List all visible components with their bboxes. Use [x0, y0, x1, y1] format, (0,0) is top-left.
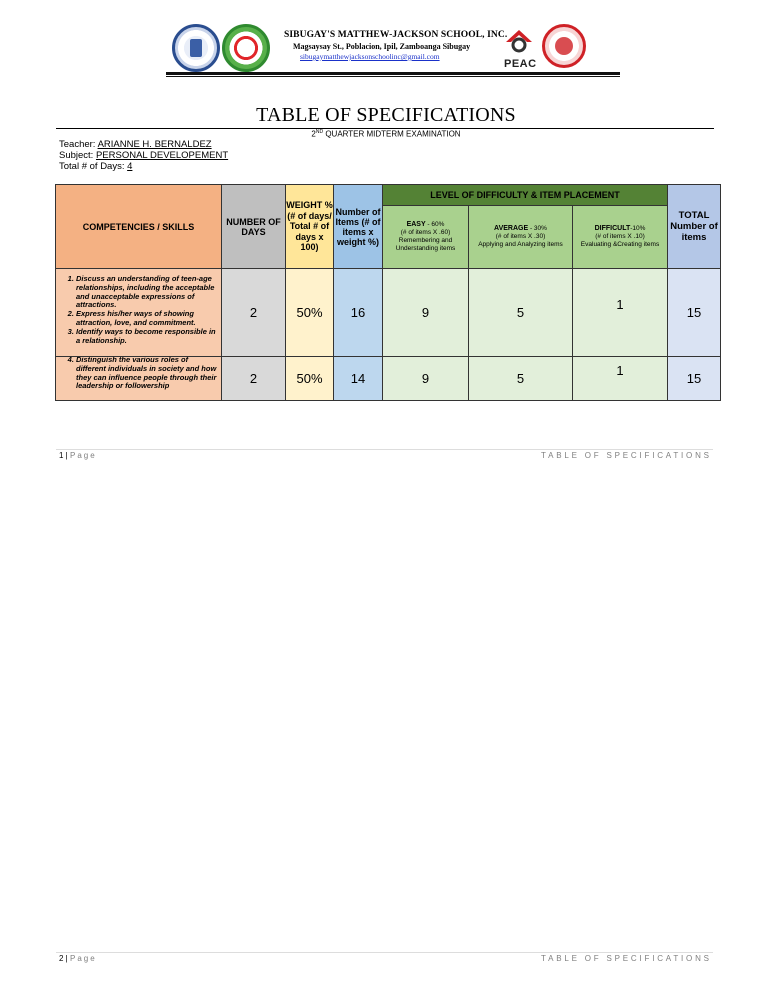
- table-row: [56, 357, 721, 401]
- deped-seal-logo: [172, 24, 220, 72]
- header-number-of-items: Number of Items (# of items x weight %): [334, 185, 383, 269]
- document-title: TABLE OF SPECIFICATIONS: [256, 104, 516, 126]
- cell-total: 15: [668, 357, 721, 401]
- days-value: 4: [127, 161, 133, 172]
- easy-desc: Remembering and Understanding items: [395, 237, 456, 252]
- subtitle-ordinal: 2: [311, 129, 316, 139]
- peac-label: PEAC: [504, 58, 537, 70]
- days-line: [59, 161, 132, 172]
- subject-line: [59, 150, 228, 161]
- cell-items: 16: [334, 269, 383, 357]
- list-item: 2. Express his/her ways of showing attraction, love, and commitment.: [76, 310, 217, 328]
- peac-logo-icon: [504, 28, 534, 56]
- page-footer-title: TABLE OF SPECIFICATIONS: [541, 451, 712, 460]
- page-separator: |: [63, 451, 70, 460]
- page-footer-title: TABLE OF SPECIFICATIONS: [541, 954, 712, 963]
- header-level-of-difficulty: LEVEL OF DIFFICULTY & ITEM PLACEMENT: [383, 185, 668, 206]
- subject-name: PERSONAL DEVELOPEMENT: [95, 150, 229, 161]
- cell-total: 15: [668, 269, 721, 357]
- partner-seal-logo: [542, 24, 586, 68]
- list-item: 3. Identify ways to become responsible in a relationship.: [76, 328, 217, 346]
- difficult-pct: -10%: [630, 225, 646, 232]
- cell-average: 5: [469, 269, 573, 357]
- header-number-of-days: NUMBER OF DAYS: [222, 185, 286, 269]
- difficult-value: 1: [616, 297, 624, 312]
- cell-days: 2: [222, 269, 286, 357]
- easy-title: EASY: [406, 221, 426, 228]
- cell-items: 14: [334, 357, 383, 401]
- average-pct: - 30%: [528, 225, 547, 232]
- header-average: [469, 206, 573, 269]
- specifications-table: [55, 184, 721, 401]
- average-calc: (# of items X .30): [495, 233, 546, 240]
- header-total-items: TOTAL Number of items: [668, 185, 721, 269]
- difficult-title: DIFFICULT: [594, 225, 631, 232]
- competency-list: [56, 357, 221, 392]
- footer-divider: [56, 952, 713, 953]
- average-desc: Applying and Analyzing items: [478, 241, 563, 248]
- school-seal-logo: [222, 24, 270, 72]
- average-title: AVERAGE: [494, 225, 529, 232]
- teacher-label: Teacher:: [59, 139, 98, 150]
- subtitle-sup: ND: [315, 129, 324, 135]
- header-divider-thin: [166, 76, 620, 77]
- cell-average: 5: [469, 357, 573, 401]
- cell-difficult: [573, 269, 668, 357]
- subject-label: Subject:: [59, 150, 96, 161]
- row-competencies: [56, 269, 222, 357]
- days-label: Total # of Days:: [59, 161, 128, 172]
- difficult-desc: Evaluating &Creating items: [580, 241, 660, 248]
- cell-difficult: [573, 357, 668, 401]
- page-label: Page: [69, 451, 97, 460]
- cell-easy: 9: [383, 269, 469, 357]
- teacher-line: [59, 139, 212, 150]
- header-difficult: [573, 206, 668, 269]
- page-label: Page: [69, 954, 97, 963]
- document-subtitle: [0, 129, 768, 139]
- page-separator: |: [63, 954, 70, 963]
- table-row: [56, 269, 721, 357]
- page-number: 2: [59, 954, 64, 963]
- school-name: SIBUGAY'S MATTHEW-JACKSON SCHOOL, INC.: [284, 30, 508, 40]
- cell-days: 2: [222, 357, 286, 401]
- header-weight: WEIGHT % (# of days/ Total # of days x 100): [286, 185, 334, 269]
- header-divider: [166, 72, 620, 75]
- easy-calc: (# of items X .60): [400, 229, 451, 236]
- cell-easy: 9: [383, 357, 469, 401]
- school-email-link[interactable]: sibugaymatthewjacksonschoolinc@gmail.com: [300, 52, 440, 61]
- easy-pct: - 60%: [425, 221, 445, 228]
- subtitle-rest: QUARTER MIDTERM EXAMINATION: [323, 129, 461, 139]
- page-number: 1: [59, 451, 64, 460]
- cell-weight: 50%: [286, 357, 334, 401]
- header-easy: [383, 206, 469, 269]
- competency-list: [56, 269, 221, 345]
- list-item: 1. Discuss an understanding of teen-age relationships, including the acceptable and unacceptable expressions of attractions.: [76, 275, 217, 310]
- cell-weight: 50%: [286, 269, 334, 357]
- page-footer-number: [59, 451, 97, 460]
- difficult-calc: (# of items X .10): [595, 233, 645, 240]
- header-competencies: COMPETENCIES / SKILLS: [56, 185, 222, 269]
- teacher-name: ARIANNE H. BERNALDEZ: [97, 139, 212, 150]
- list-item: 4. Distinguish the various roles of different individuals in society and how they can influence people through their leadership or followership: [76, 357, 217, 392]
- school-address: Magsaysay St., Poblacion, Ipil, Zamboanga Sibugay: [293, 42, 471, 51]
- page-footer-number: [59, 954, 97, 963]
- footer-divider: [56, 449, 713, 450]
- row-competencies: [56, 357, 222, 401]
- difficult-value: 1: [616, 363, 624, 378]
